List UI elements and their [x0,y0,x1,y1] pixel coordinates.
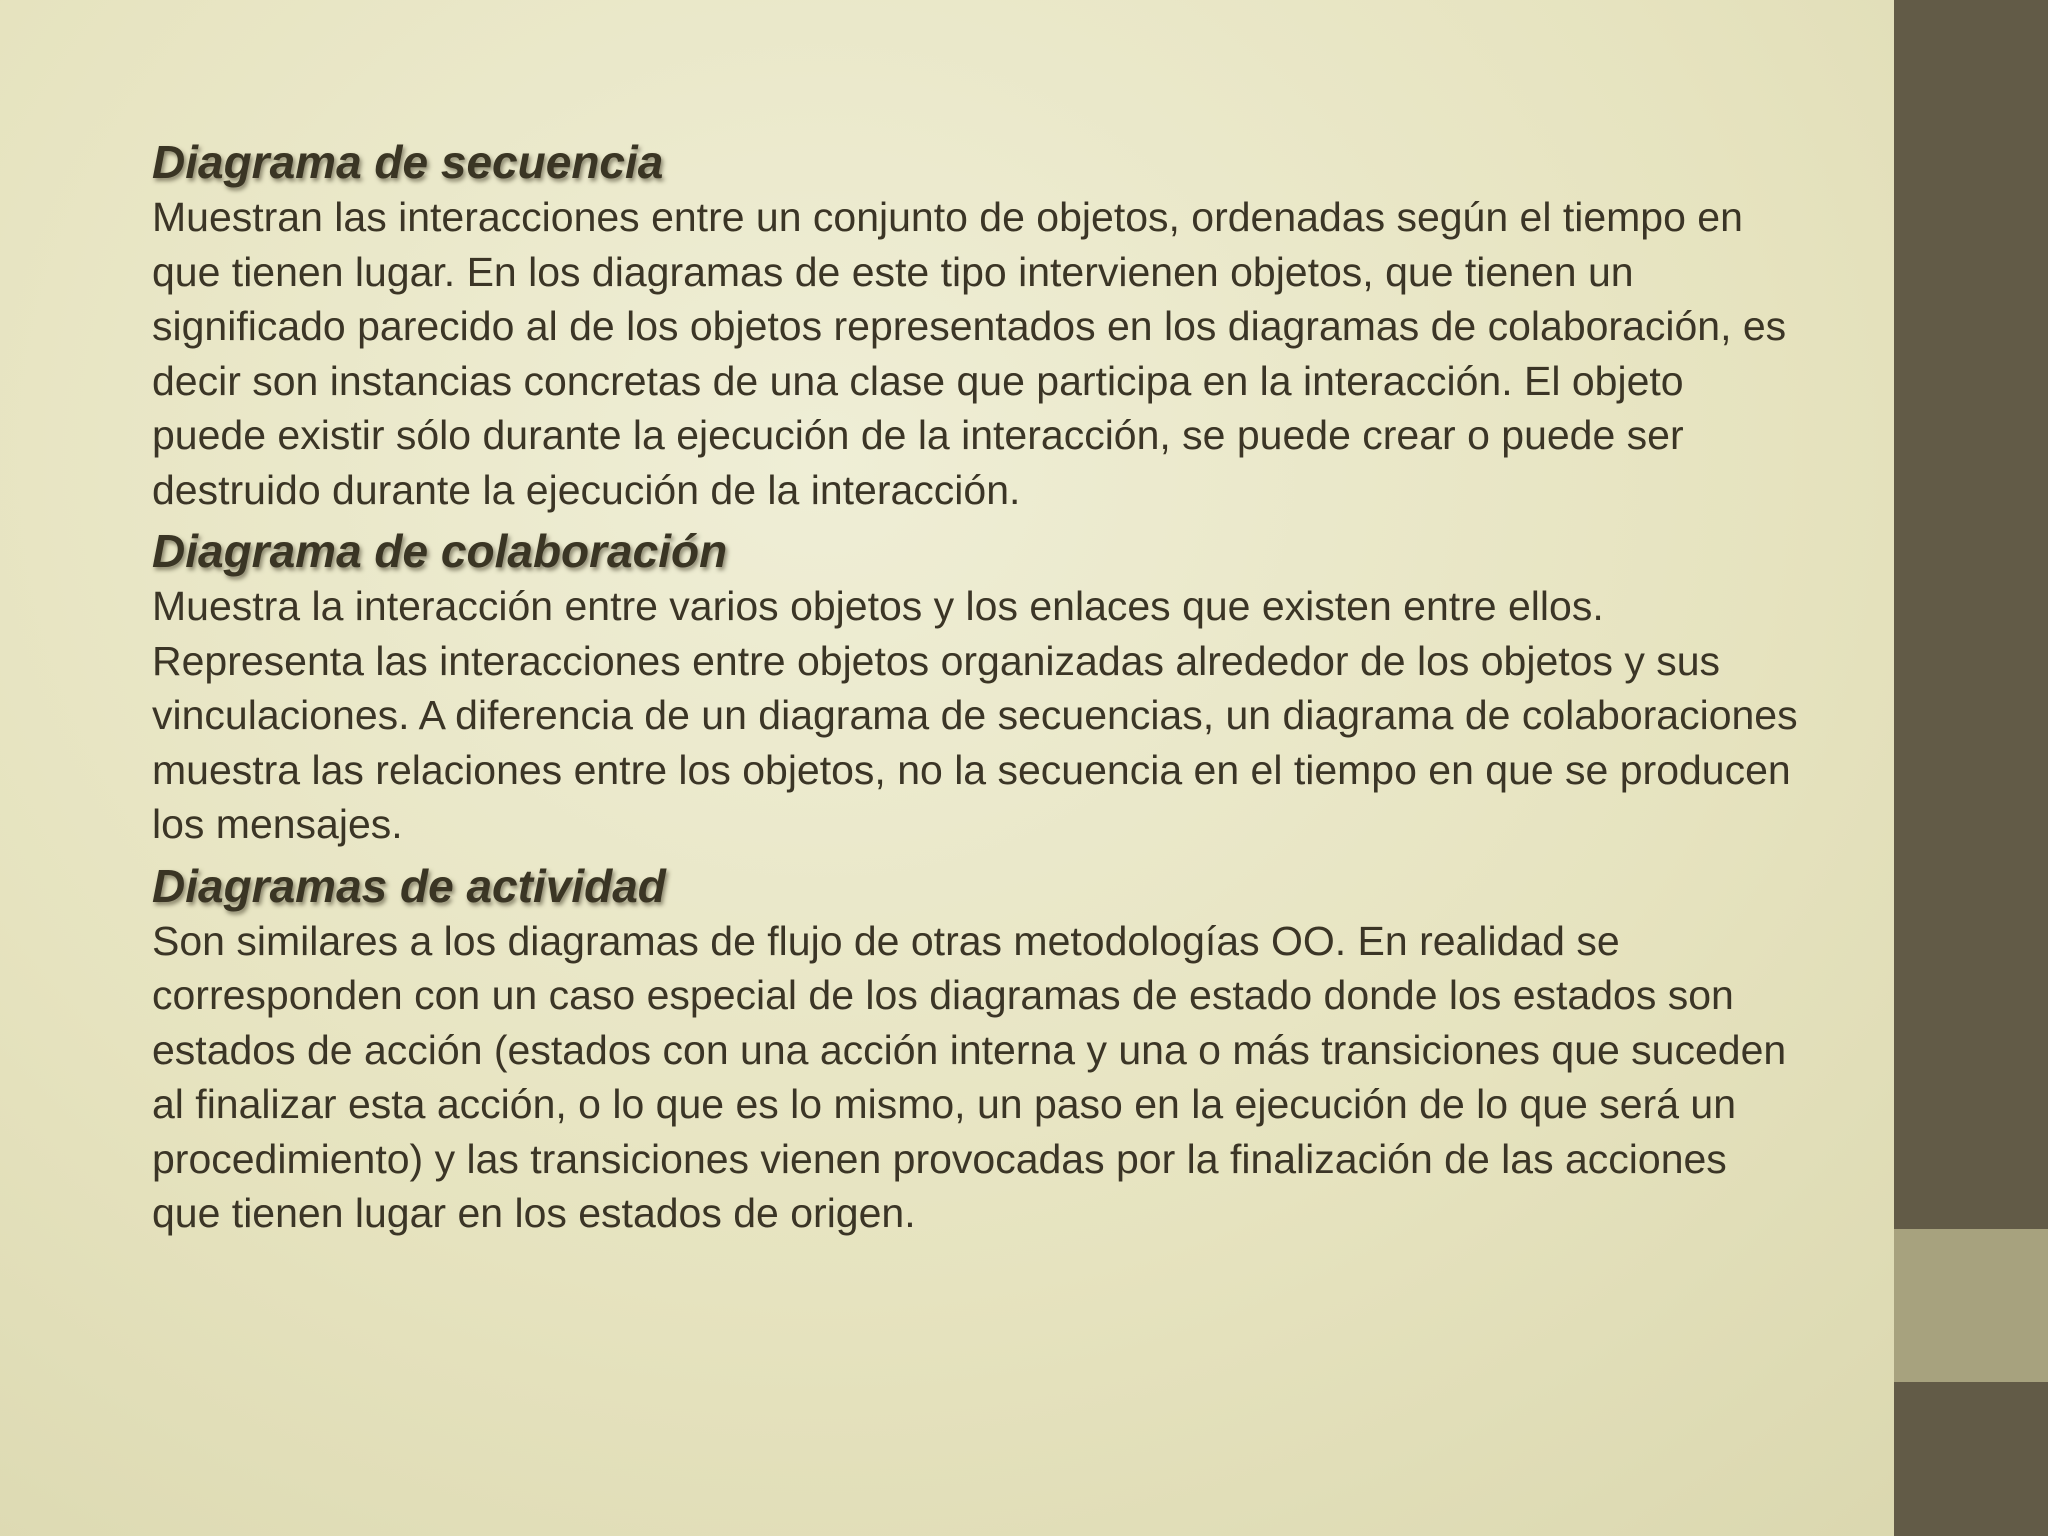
decorative-side-bar [1894,0,2048,1536]
decorative-side-bar-accent [1894,1229,2048,1382]
body-diagramas-actividad: Son similares a los diagramas de flujo de otras metodologías OO. En realidad se corresponden con un caso especial de los diagramas de estado donde los estados son estados de acción (estados con una acción interna y una o más transiciones que suceden al finalizar esta acción, o lo que es lo mismo, un paso en la ejecución de lo que será un procedimiento) y las transiciones vienen provocadas por la finalización de las acciones que tienen lugar en los estados de origen. [152,917,1787,1236]
heading-diagrama-secuencia: Diagrama de secuencia [152,136,664,188]
heading-diagrama-colaboracion: Diagrama de colaboración [152,525,728,577]
body-diagrama-secuencia: Muestran las interacciones entre un conjunto de objetos, ordenadas según el tiempo en que tienen lugar. En los diagramas de este tipo intervienen objetos, que tienen un significado parecido al de los objetos representados en los diagramas de colaboración, es decir son instancias concretas de una clase que participa en la interacción. El objeto puede existir sólo durante la ejecución de la interacción, se puede crear o puede ser destruido durante la ejecución de la interacción. [152,194,1787,513]
slide-content [152,134,1802,1247]
body-diagrama-colaboracion: Muestra la interacción entre varios objetos y los enlaces que existen entre ellos. Representa las interacciones entre objetos organizadas alrededor de los objetos y sus vinculaciones. A diferencia de un diagrama de secuencias, un diagrama de colaboraciones muestra las relaciones entre los objetos, no la secuencia en el tiempo en que se producen los mensajes. [152,583,1798,847]
heading-diagramas-actividad: Diagramas de actividad [152,859,666,912]
